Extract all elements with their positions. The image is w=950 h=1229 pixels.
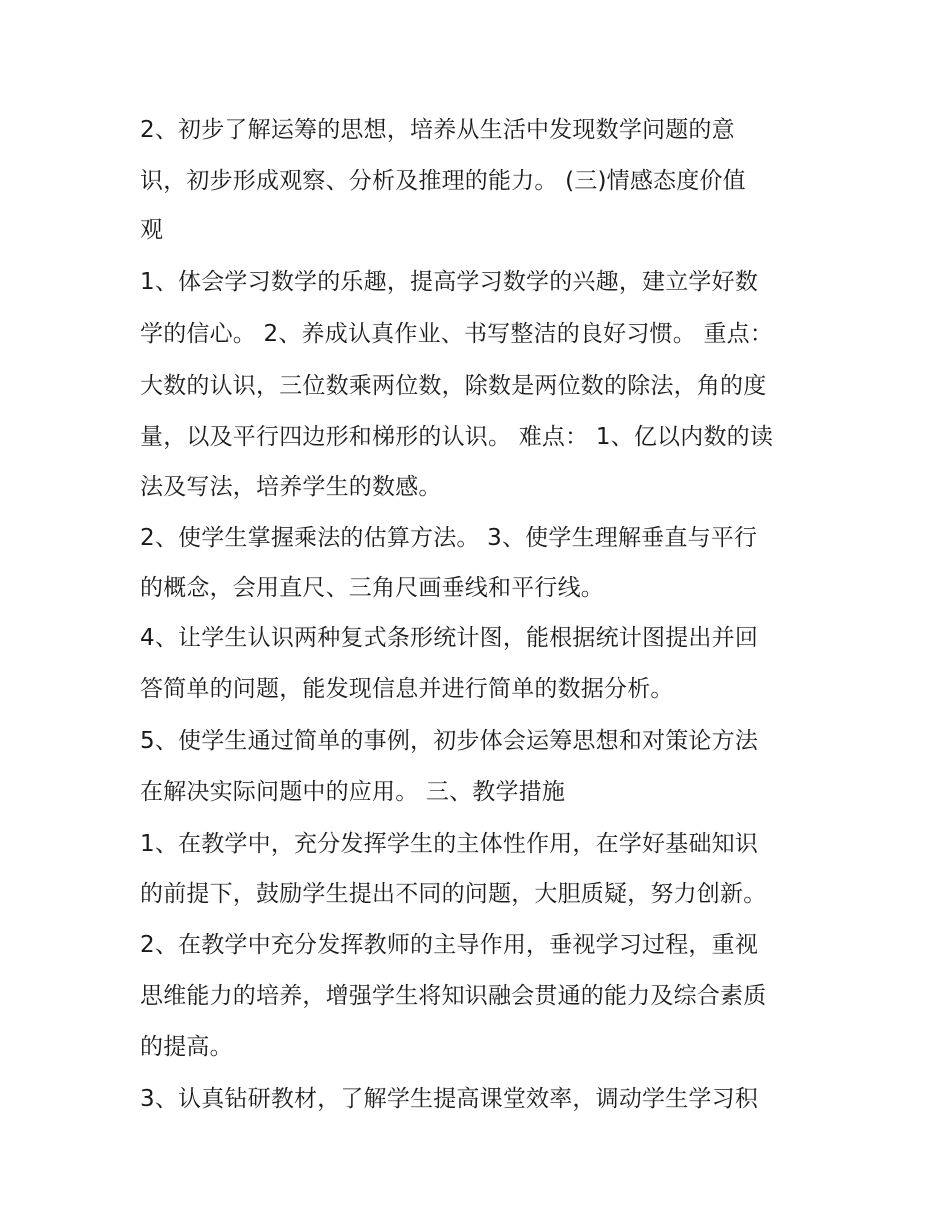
text-line: 的提高。 bbox=[140, 1034, 233, 1060]
text-line: 量，以及平行四边形和梯形的认识。 难点： 1、亿以内数的读 bbox=[140, 424, 774, 450]
text-line: 大数的认识，三位数乘两位数，除数是两位数的除法，角的度 bbox=[140, 373, 767, 399]
text-line: 2、在教学中充分发挥教师的主导作用，垂视学习过程，重视 bbox=[140, 932, 759, 958]
text-line: 2、初步了解运筹的思想，培养从生活中发现数学问题的意 bbox=[140, 117, 735, 143]
text-line: 3、认真钻研教材，了解学生提高课堂效率，调动学生学习积 bbox=[140, 1086, 759, 1112]
text-line: 1、在教学中，充分发挥学生的主体性作用，在学好基础知识 bbox=[140, 831, 759, 857]
text-line: 法及写法，培养学生的数感。 bbox=[140, 474, 442, 500]
text-line: 2、使学生掌握乘法的估算方法。 3、使学生理解垂直与平行 bbox=[140, 525, 758, 551]
text-line: 的前提下，鼓励学生提出不同的问题，大胆质疑，努力创新。 bbox=[140, 881, 767, 907]
text-line: 观 bbox=[140, 217, 164, 243]
text-line: 答简单的问题，能发现信息并进行简单的数据分析。 bbox=[140, 676, 674, 702]
text-line: 思维能力的培养，增强学生将知识融会贯通的能力及综合素质 bbox=[140, 983, 767, 1009]
text-line: 4、让学生认识两种复式条形统计图，能根据统计图提出并回 bbox=[140, 625, 759, 651]
text-line: 学的信心。 2、养成认真作业、书写整洁的良好习惯。 重点： bbox=[140, 321, 774, 347]
text-line: 识，初步形成观察、分析及推理的能力。 (三)情感态度价值 bbox=[140, 168, 746, 194]
text-line: 的概念，会用直尺、三角尺画垂线和平行线。 bbox=[140, 575, 604, 601]
text-line: 1、体会学习数学的乐趣，提高学习数学的兴趣，建立学好数 bbox=[140, 269, 759, 295]
text-line: 5、使学生通过简单的事例，初步体会运筹思想和对策论方法 bbox=[140, 728, 759, 754]
text-line: 在解决实际问题中的应用。 三、教学措施 bbox=[140, 779, 566, 805]
